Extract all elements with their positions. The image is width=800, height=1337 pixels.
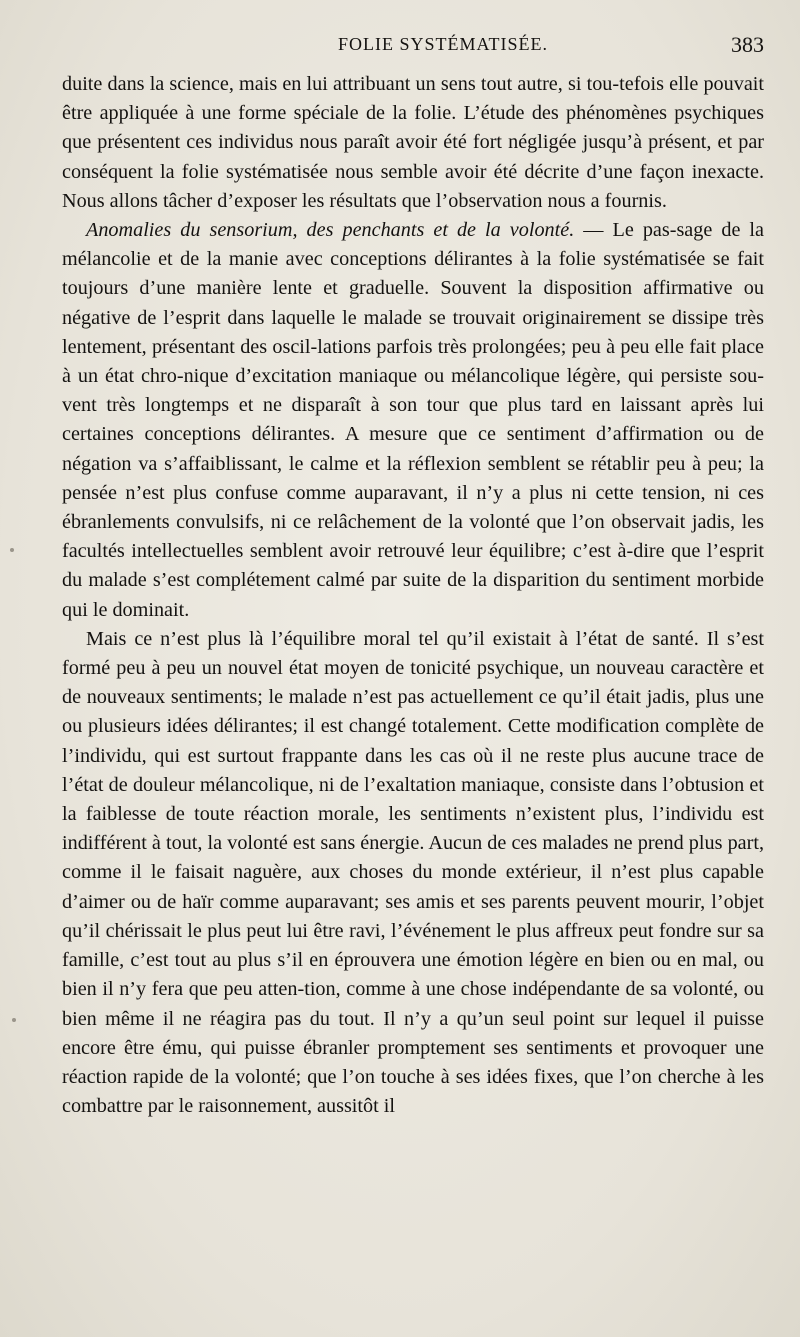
margin-speck [10, 548, 14, 552]
running-title: FOLIE SYSTÉMATISÉE. [337, 34, 548, 54]
page-number: 383 [731, 32, 764, 57]
section-lead-in: Anomalies du sensorium, des penchants et de la volonté. [86, 219, 575, 242]
running-head [62, 34, 764, 64]
paragraph-2-text: — Le pas-sage de la mélancolie et de la manie avec conceptions délirantes à la folie systématisée se fait toujours d’une manière lente et graduelle. Souvent la disposition affirmative ou négative de l’esprit dans laquelle le malade se trouvait originairement se dissipe très lentement, présentant des oscil-lations parfois très prolongées; peu à peu elle fait place à un état chro-nique d’excitation maniaque ou mélancolique légère, qui persiste sou-vent très longtemps et ne disparaît à son tour que plus tard en laissant après lui certaines conceptions délirantes. A mesure que ce sentiment d’affirmation ou de négation va s’affaiblissant, le calme et la réflexion semblent se rétablir peu à peu; la pensée n’est plus confuse comme auparavant, il n’y a plus ni cette tension, ni ces ébranlements convulsifs, ni ce relâchement de la volonté que l’on observait jadis, les facultés intellectuelles semblent avoir retrouvé leur équilibre; c’est à-dire que l’esprit du malade s’est complétement calmé par suite de la disparition du sentiment morbide qui le dominait. [62, 219, 764, 621]
margin-speck [12, 1018, 16, 1022]
paragraph-1: duite dans la science, mais en lui attribuant un sens tout autre, si tou-tefois elle pouvait être appliquée à une forme spéciale de la folie. L’étude des phénomènes psychiques que présentent ces individus nous paraît avoir été fort négligée jusqu’à présent, et par conséquent la folie systématisée nous semble avoir été décrite d’une façon inexacte. Nous allons tâcher d’exposer les résultats que l’observation nous a fournis. [62, 73, 764, 212]
paragraph-2 [62, 216, 764, 625]
paragraph-3: Mais ce n’est plus là l’équilibre moral tel qu’il existait à l’état de santé. Il s’est formé peu à peu un nouvel état moyen de tonicité psychique, un nouveau caractère et de nouveaux sentiments; le malade n’est pas actuellement ce qu’il était jadis, plus une ou plusieurs idées délirantes; il est changé totalement. Cette modification complète de l’individu, qui est surtout frappante dans les cas où il ne reste plus aucune trace de l’état de douleur mélancolique, ni de l’exaltation maniaque, consiste dans l’obtusion et la faiblesse de toute réaction morale, les sentiments n’existent plus, l’individu est indifférent à tout, la volonté est sans énergie. Aucun de ces malades ne prend plus part, comme il le faisait naguère, aux choses du monde extérieur, il n’est plus capable d’aimer ou de haïr comme auparavant; ses amis et ses parents peuvent mourir, l’objet qu’il chérissait le plus peut lui être ravi, l’événement le plus affreux peut fondre sur sa famille, c’est tout au plus s’il en éprouvera une émotion légère en bien ou en mal, ou bien il n’y fera que peu atten-tion, comme à une chose indépendante de sa volonté, ou bien même il ne réagira pas du tout. Il n’y a qu’un seul point sur lequel il puisse encore être ému, qui puisse ébranler promptement ses sentiments et provoquer une réaction rapide de la volonté; que l’on touche à ses idées fixes, que l’on cherche à les combattre par le raisonnement, aussitôt il [62, 627, 764, 1118]
body-text [62, 70, 764, 1121]
